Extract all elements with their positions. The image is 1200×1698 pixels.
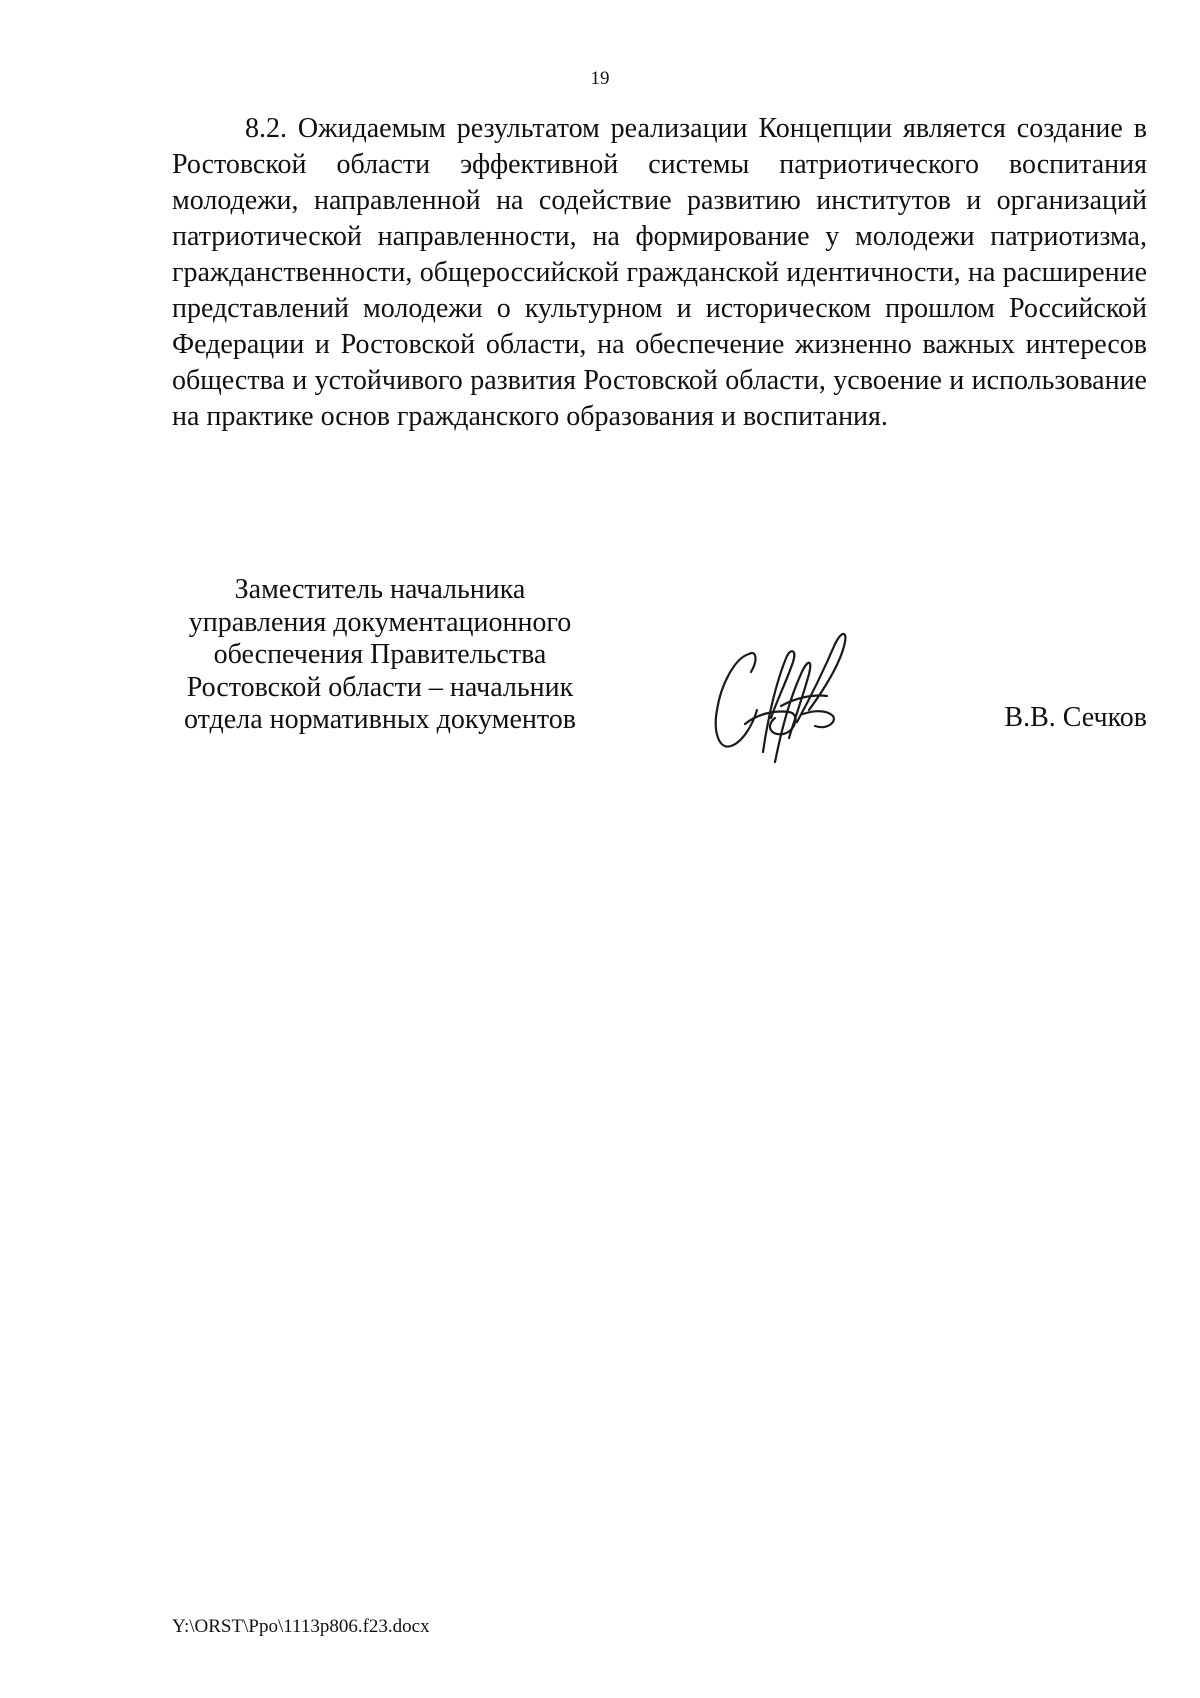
file-path: Y:\ORST\Ppo\1113p806.f23.docx — [172, 1616, 430, 1637]
signature-icon — [705, 614, 855, 764]
position-line: управления документационного — [188, 606, 572, 638]
body-paragraph: 8.2. Ожидаемым результатом реализации Концепции является создание в Ростовской области эффективной системы патриотического воспитания молодежи, направленной на содействие развитию институтов и организаций патриотической направленности, на формирование у молодежи патриотизма, гражданственности, общероссийской гражданской идентичности, на расширение представлений молодежи о культурном и историческом прошлом Российской Федерации и Ростовской области, на обеспечение жизненно важных интересов общества и устойчивого развития Ростовской области, усвоение и использование на практике основ гражданского образования и воспитания. — [172, 113, 1147, 432]
position-line: Заместитель начальника — [234, 574, 526, 605]
position-line: обеспечения Правительства — [213, 639, 547, 670]
signer-position — [160, 574, 600, 737]
position-line: отдела нормативных документов — [184, 704, 576, 735]
signer-name: В.В. Сечков — [1004, 702, 1147, 733]
page-number: 19 — [590, 68, 610, 89]
position-line: Ростовской области – начальник — [186, 671, 574, 703]
